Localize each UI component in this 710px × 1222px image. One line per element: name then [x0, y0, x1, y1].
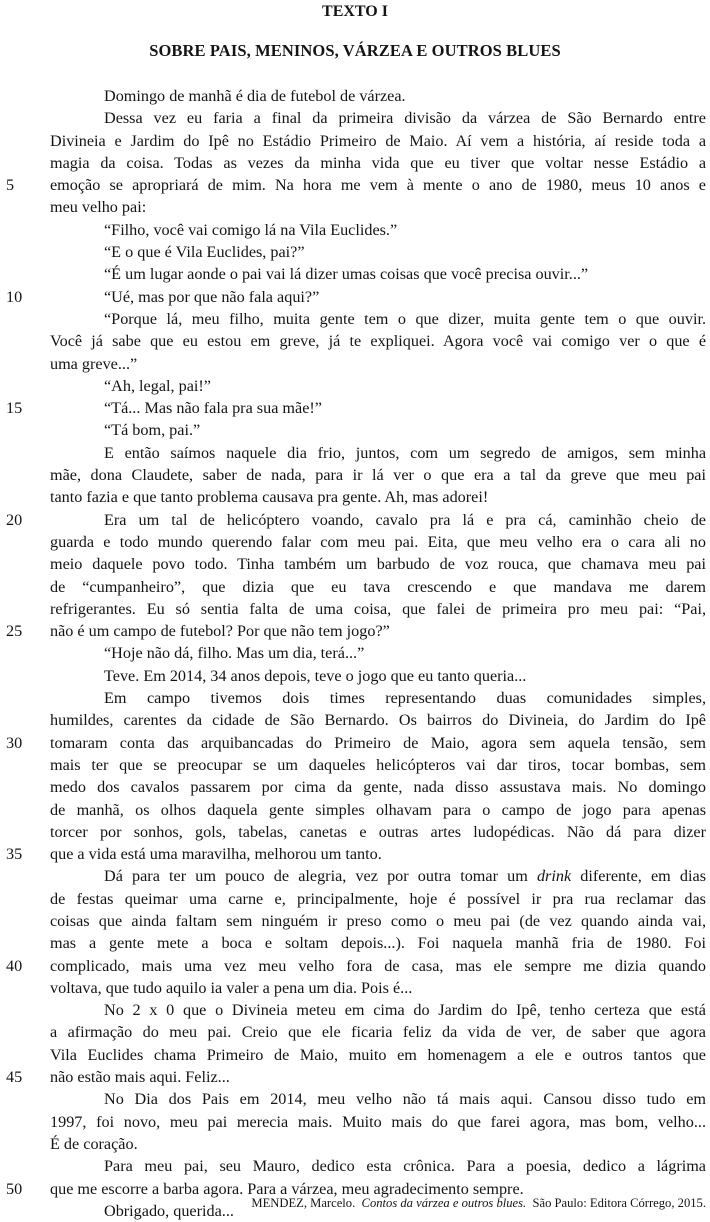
text-line [0, 576, 710, 598]
line-number: 20 [6, 510, 23, 529]
line-number: 40 [6, 956, 23, 975]
line-text: Vila Euclides chama Primeiro de Maio, muito em homenagem a ele e outros tantos que [50, 1045, 706, 1064]
line-text: guarda e todo mundo querendo falar com meu pai. Eita, que meu velho era o cara ali no [50, 532, 706, 551]
line-text: voltava, que tudo aquilo ia valer a pena um dia. Pois é... [50, 978, 413, 997]
text-line [0, 665, 710, 687]
line-text: “E o que é Vila Euclides, pai?” [104, 243, 305, 262]
line-text: Dessa vez eu faria a final da primeira divisão da várzea de São Bernardo entre [104, 109, 706, 128]
text-line [0, 419, 710, 441]
line-text: “Ah, legal, pai!” [104, 376, 211, 395]
text-line [0, 776, 710, 798]
line-text: Para meu pai, seu Mauro, dedico esta crônica. Para a poesia, dedico a lágrima [104, 1157, 706, 1176]
text-line [0, 330, 710, 352]
line-text: “Porque lá, meu filho, muita gente tem o que dizer, muita gente tem o que ouvir. [104, 309, 706, 328]
line-text: humildes, carentes da cidade de São Bernardo. Os bairros do Divineia, do Jardim do Ipê [50, 711, 706, 730]
text-line [0, 932, 710, 954]
line-text: “Filho, você vai comigo lá na Vila Euclides.” [104, 220, 398, 239]
line-text: meu velho pai: [50, 198, 147, 217]
text-line [0, 843, 710, 865]
text-line [0, 799, 710, 821]
text-line [0, 442, 710, 464]
line-text: E então saímos naquele dia frio, juntos, com um segredo de amigos, sem minha [104, 443, 706, 462]
line-text: que me escorre a barba agora. Para a várzea, meu agradecimento sempre. [50, 1179, 524, 1198]
text-line [0, 174, 710, 196]
text-title: SOBRE PAIS, MENINOS, VÁRZEA E OUTROS BLUES [149, 41, 561, 60]
text-line [0, 241, 710, 263]
text-line [0, 910, 710, 932]
text-line [0, 888, 710, 910]
line-text: refrigerantes. Eu só sentia falta de uma coisa, que falei de primeira pro meu pai: “Pai, [50, 599, 706, 618]
line-text: Era um tal de helicóptero voando, cavalo pra lá e pra cá, caminhão cheio de [104, 510, 706, 529]
line-text: torcer por sonhos, gols, tabelas, canetas e outras artes ludopédicas. Não dá para dizer [50, 822, 706, 841]
text-line [0, 152, 710, 174]
line-text: medo dos cavalos passarem por cima da gente, nada disso assustava mais. No domingo [50, 778, 706, 797]
line-text: uma greve...” [50, 354, 138, 373]
line-text: Domingo de manhã é dia de futebol de várzea. [104, 87, 406, 105]
text-line [0, 1111, 710, 1133]
italic-word: drink [536, 867, 572, 886]
text-line [0, 955, 710, 977]
text-line [0, 1066, 710, 1088]
line-text: magia da coisa. Todas as vezes da minha vida que eu tiver que voltar nesse Estádio a [50, 153, 706, 172]
text-line [0, 509, 710, 531]
line-text: mãe, dona Claudete, saber de nada, para ir lá ver o que era a tal da greve que meu pai [50, 466, 706, 485]
citation-publisher: São Paulo: Editora Córrego, 2015. [532, 1196, 706, 1210]
line-text: não é um campo de futebol? Por que não tem jogo?” [50, 622, 390, 641]
line-text: emoção se apropriará de mim. Na hora me vem à mente o ano de 1980, meus 10 anos e [50, 176, 706, 195]
line-text: 1997, foi novo, meu pai merecia mais. Muito mais do que farei agora, mas bom, velho... [50, 1112, 706, 1131]
line-text: de manhã, os olhos daquela gente simples olhavam para o campo de jogo para apenas [50, 800, 706, 819]
line-text: No Dia dos Pais em 2014, meu velho não tá mais aqui. Cansou disso tudo em [104, 1090, 706, 1109]
text-line [0, 754, 710, 776]
line-text: tanto fazia e que tanto problema causava pra gente. Ah, mas adorei! [50, 488, 489, 507]
text-line [0, 1155, 710, 1177]
text-line [0, 620, 710, 642]
line-text: complicado, mais uma vez meu velho fora de casa, mas ele sempre me dizia quando [50, 956, 706, 975]
line-number: 30 [6, 733, 23, 752]
line-text: “Hoje não dá, filho. Mas um dia, terá...” [104, 644, 365, 663]
line-text: No 2 x 0 que o Divineia meteu em cima do Jardim do Ipê, tenho certeza que está [104, 1001, 706, 1020]
text-line [0, 308, 710, 330]
line-text: que a vida está uma maravilha, melhorou um tanto. [50, 845, 382, 864]
line-text: Dá para ter um pouco de alegria, vez por outra tomar um drink diferente, em dias [104, 867, 706, 886]
text-label: TEXTO I [322, 3, 388, 20]
bibliographic-citation [251, 1195, 706, 1211]
text-line [0, 1088, 710, 1110]
text-line [0, 977, 710, 999]
text-line [0, 1044, 710, 1066]
text-line [0, 1133, 710, 1155]
text-body [0, 85, 710, 1222]
text-line [0, 999, 710, 1021]
line-number: 10 [6, 287, 23, 306]
line-text: Em campo tivemos dois times representando duas comunidades simples, [104, 689, 706, 708]
line-text: de festas queimar uma carne e, principalmente, hoje é possível ir pra rua reclamar das [50, 889, 706, 908]
text-line [0, 709, 710, 731]
line-number: 50 [6, 1179, 23, 1198]
text-line [0, 598, 710, 620]
text-line [0, 865, 710, 887]
line-text: “Tá bom, pai.” [104, 421, 201, 440]
text-line [0, 531, 710, 553]
text-line [0, 263, 710, 285]
text-line [0, 375, 710, 397]
text-line [0, 196, 710, 218]
line-text: “É um lugar aonde o pai vai lá dizer umas coisas que você precisa ouvir...” [104, 265, 589, 284]
text-line [0, 486, 710, 508]
citation-book-title: Contos da várzea e outros blues. [361, 1196, 527, 1210]
line-number: 35 [6, 845, 23, 864]
line-text: tomaram conta das arquibancadas do Primeiro de Maio, agora sem aquela tensão, sem [50, 733, 706, 752]
text-line [0, 353, 710, 375]
citation-author: MENDEZ, Marcelo. [251, 1196, 356, 1210]
text-line [0, 732, 710, 754]
text-line [0, 553, 710, 575]
line-text: “Ué, mas por que não fala aqui?” [104, 287, 320, 306]
line-text: a afirmação do meu pai. Creio que ele ficaria feliz da vida de ver, de saber que agora [50, 1023, 706, 1042]
text-line [0, 397, 710, 419]
line-text: É de coração. [50, 1134, 138, 1153]
line-number: 45 [6, 1068, 23, 1087]
line-text: mais ter que se preocupar se um daqueles helicópteros vai dar tiros, tocar bombas, sem [50, 755, 706, 774]
line-number: 25 [6, 622, 23, 641]
line-text: Você já sabe que eu estou em greve, já te expliquei. Agora você vai comigo ver o que é [50, 332, 706, 351]
text-line [0, 219, 710, 241]
line-text: de “cumpanheiro”, que dizia que eu tava crescendo e que mandava me darem [50, 577, 706, 596]
text-line [0, 687, 710, 709]
text-line [0, 642, 710, 664]
line-text: mas a gente mete a boca e soltam depois...). Foi naquela manhã fria de 1980. Foi [50, 934, 706, 953]
text-line [0, 85, 710, 107]
line-text: Obrigado, querida... [104, 1201, 234, 1220]
line-number: 5 [6, 176, 15, 195]
text-line [0, 130, 710, 152]
text-line [0, 464, 710, 486]
line-text: Divineia e Jardim do Ipê no Estádio Primeiro de Maio. Aí vem a história, aí reside toda a [50, 131, 706, 150]
text-line [0, 107, 710, 129]
line-text: Teve. Em 2014, 34 anos depois, teve o jogo que eu tanto queria... [104, 666, 527, 685]
text-line [0, 286, 710, 308]
line-text: meio daquele povo todo. Tinha também um barbudo de voz rouca, que chamava meu pai [50, 555, 706, 574]
line-text: não estão mais aqui. Feliz... [50, 1068, 230, 1087]
line-text: “Tá... Mas não fala pra sua mãe!” [104, 399, 322, 418]
text-line [0, 821, 710, 843]
text-line [0, 1021, 710, 1043]
line-text: coisas que ainda faltam sem ninguém ir preso como o meu pai (de vez quando ainda vai, [50, 911, 706, 930]
line-number: 15 [6, 399, 23, 418]
